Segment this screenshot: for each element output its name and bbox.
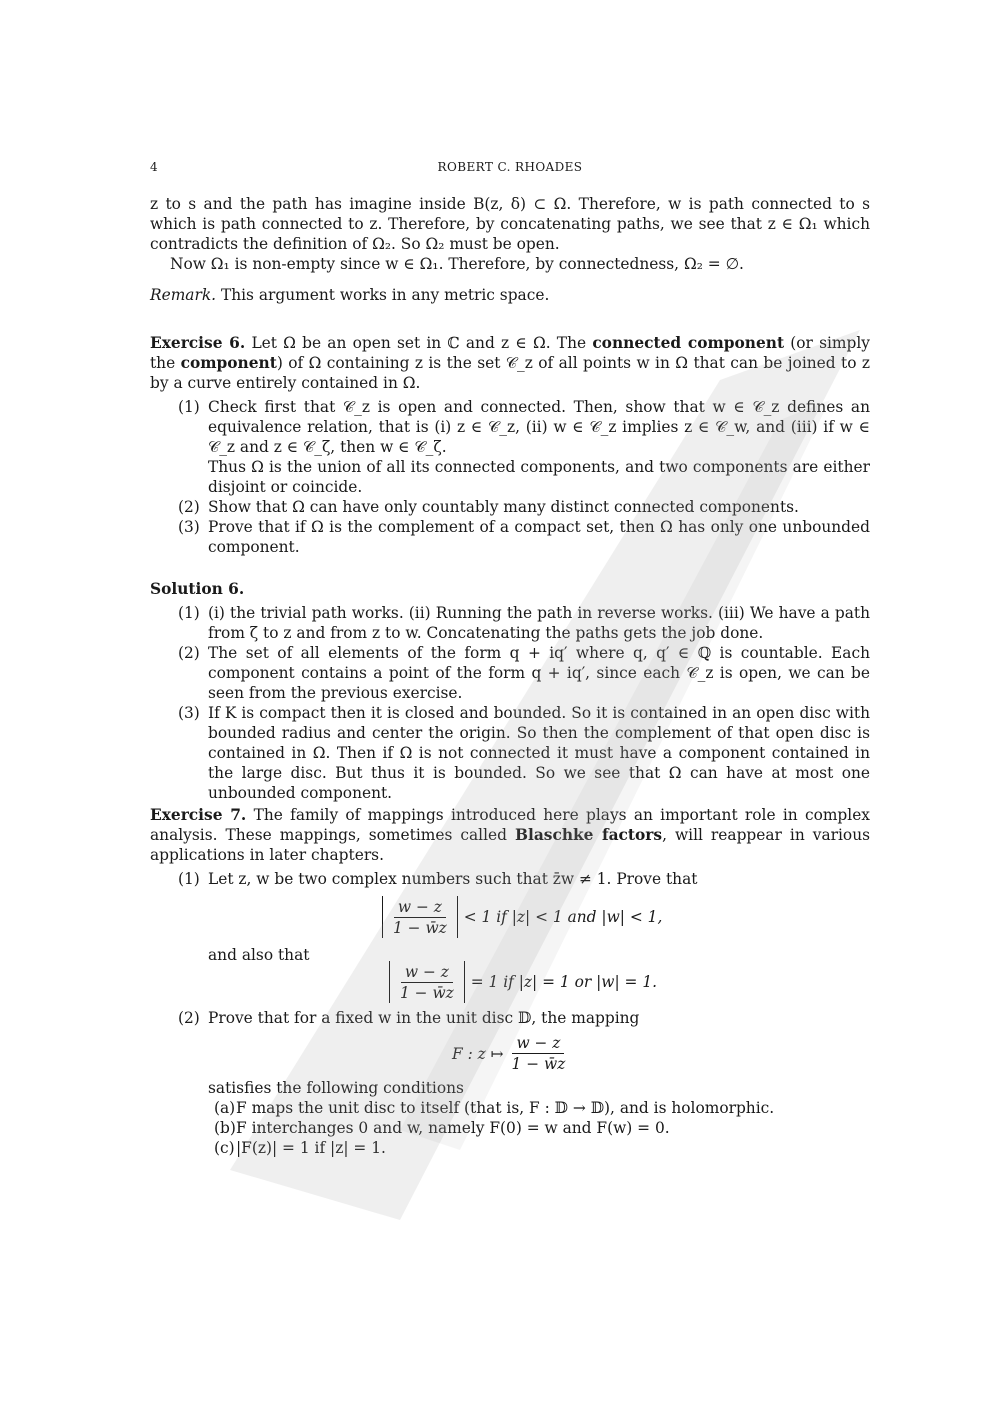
proof-conclusion: Now Ω₁ is non-empty since w ∈ Ω₁. Therefore, by connectedness, Ω₂ = ∅. [170,255,744,273]
exercise-6-text: ) of Ω containing z is the set 𝒞_z of all points w in Ω that can be joined to z by a curve entirely contained in Ω. [150,354,870,392]
condition-item [208,1138,870,1158]
exercise-6-label: Exercise 6. [150,334,246,352]
exercise-7-item-1 [178,869,870,889]
exercise-7-conditions [178,1078,870,1158]
formula-blaschke-map [452,1034,573,1073]
list-item [178,497,870,517]
exercise-7-item-2 [178,1008,870,1028]
list-item [178,397,870,497]
condition-label: (a) [214,1099,236,1117]
exercise-6-text: Let Ω be an open set in ℂ and z ∈ Ω. The [245,334,593,352]
list-item-continuation [178,1078,870,1158]
item-text: Show that Ω can have only countably many distinct connected components. [208,498,799,516]
formula-condition: = 1 if |z| = 1 or |w| = 1. [470,973,658,991]
solution-6-heading [150,579,870,599]
exercise-6-statement [150,333,870,393]
exercise-7-text: The family of mappings introduced here plays an important role in complex analysis. These mappings, sometimes called [150,806,870,844]
fraction [396,963,458,1002]
abs-bar [464,961,465,1003]
condition-item [208,1098,870,1118]
item-text: Prove that for a fixed w in the unit disc 𝔻, the mapping [208,1009,640,1027]
exercise-6-items [178,397,870,557]
condition-label: (b) [214,1119,236,1137]
item-text-extra: Thus Ω is the union of all its connected components, and two components are either disjoint or coincide. [208,458,870,496]
abs-bar [457,896,458,938]
fraction [389,898,451,937]
remark-label: Remark. [150,286,217,304]
condition-text: |F(z)| = 1 if |z| = 1. [236,1139,386,1157]
abs-bar [389,961,390,1003]
list-item [178,869,870,889]
item-text: and also that [208,946,310,964]
formula-condition: < 1 if |z| < 1 and |w| < 1, [463,908,663,926]
page-number: 4 [150,160,158,174]
condition-item [208,1118,870,1138]
list-item [178,1008,870,1028]
condition-label: (c) [214,1139,235,1157]
item-number: (1) [178,870,200,888]
item-number: (1) [178,398,200,416]
fraction-denominator: 1 − w̄z [400,983,454,1002]
fraction-numerator: w − z [401,963,453,983]
item-text: (i) the trivial path works. (ii) Running the path in reverse works. (iii) We have a path from ζ to z and from z to w. Concatenating the paths gets the job done. [208,604,870,642]
solution-6-label: Solution 6. [150,580,245,598]
item-number: (2) [178,1009,200,1027]
term-connected-component: connected component [592,334,785,352]
exercise-7-statement [150,805,870,865]
item-number: (2) [178,644,200,662]
item-number: (1) [178,604,200,622]
fraction [508,1034,570,1073]
remark [150,285,870,305]
running-head-author: ROBERT C. RHOADES [437,160,583,174]
list-item [178,703,870,803]
proof-continuation [150,194,870,274]
abs-bar [382,896,383,938]
item-text: Prove that if Ω is the complement of a compact set, then Ω has only one unbounded component. [208,518,870,556]
item-number: (3) [178,704,200,722]
fraction-denominator: 1 − w̄z [393,918,447,937]
item-text: satisfies the following conditions [208,1079,464,1097]
list-item [178,643,870,703]
exercise-6-text: (or simply the [150,334,870,372]
remark-text: This argument works in any metric space. [216,286,550,304]
condition-text: F interchanges 0 and w, namely F(0) = w and F(w) = 0. [236,1119,670,1137]
item-number: (3) [178,518,200,536]
condition-text: F maps the unit disc to itself (that is, F : 𝔻 → 𝔻), and is holomorphic. [236,1099,775,1117]
list-item [178,603,870,643]
running-header [150,157,870,177]
fraction-denominator: 1 − w̄z [511,1055,566,1073]
formula-modulus-less-than-one [380,896,662,938]
item-text: The set of all elements of the form q + iq′ where q, q′ ∈ ℚ is countable. Each component contains a point of the form q + iq′, since each 𝒞_z is open, we can be seen from the previous exercise. [208,644,870,702]
solution-6-items [178,603,870,803]
fraction-numerator: w − z [394,898,446,918]
formula-modulus-equal-one [387,961,657,1003]
term-component: component [180,354,277,372]
proof-paragraph: z to s and the path has imagine inside B(z, δ) ⊂ Ω. Therefore, w is path connected to s which is path connected to z. Therefore, by concatenating paths, we see that z ∈ Ω₁ which contradicts the definition of Ω₂. So Ω₂ must be open. [150,195,870,253]
item-number: (2) [178,498,200,516]
term-blaschke-factors: Blaschke factors [514,826,663,844]
list-item [178,517,870,557]
formula-lhs: F : z ↦ [452,1044,504,1063]
exercise-7-text: , will reappear in various applications in later chapters. [150,826,871,864]
item-text: Let z, w be two complex numbers such that z̄w ≠ 1. Prove that [208,870,698,888]
exercise-7-label: Exercise 7. [150,806,247,824]
item-text: If K is compact then it is closed and bounded. So it is contained in an open disc with bounded radius and center the origin. So then the complement of that open disc is contained in Ω. Then if Ω is not connected it must have a component contained in the large disc. But thus it is bounded. So we see that Ω can have at most one unbounded component. [208,704,870,802]
fraction-numerator: w − z [512,1034,564,1054]
item-text: Check first that 𝒞_z is open and connected. Then, show that w ∈ 𝒞_z defines an equivalence relation, that is (i) z ∈ 𝒞_z, (ii) w ∈ 𝒞_z implies z ∈ 𝒞_w, and (iii) if w ∈ 𝒞_z and z ∈ 𝒞_ζ, then w ∈ 𝒞_ζ. [208,398,870,456]
